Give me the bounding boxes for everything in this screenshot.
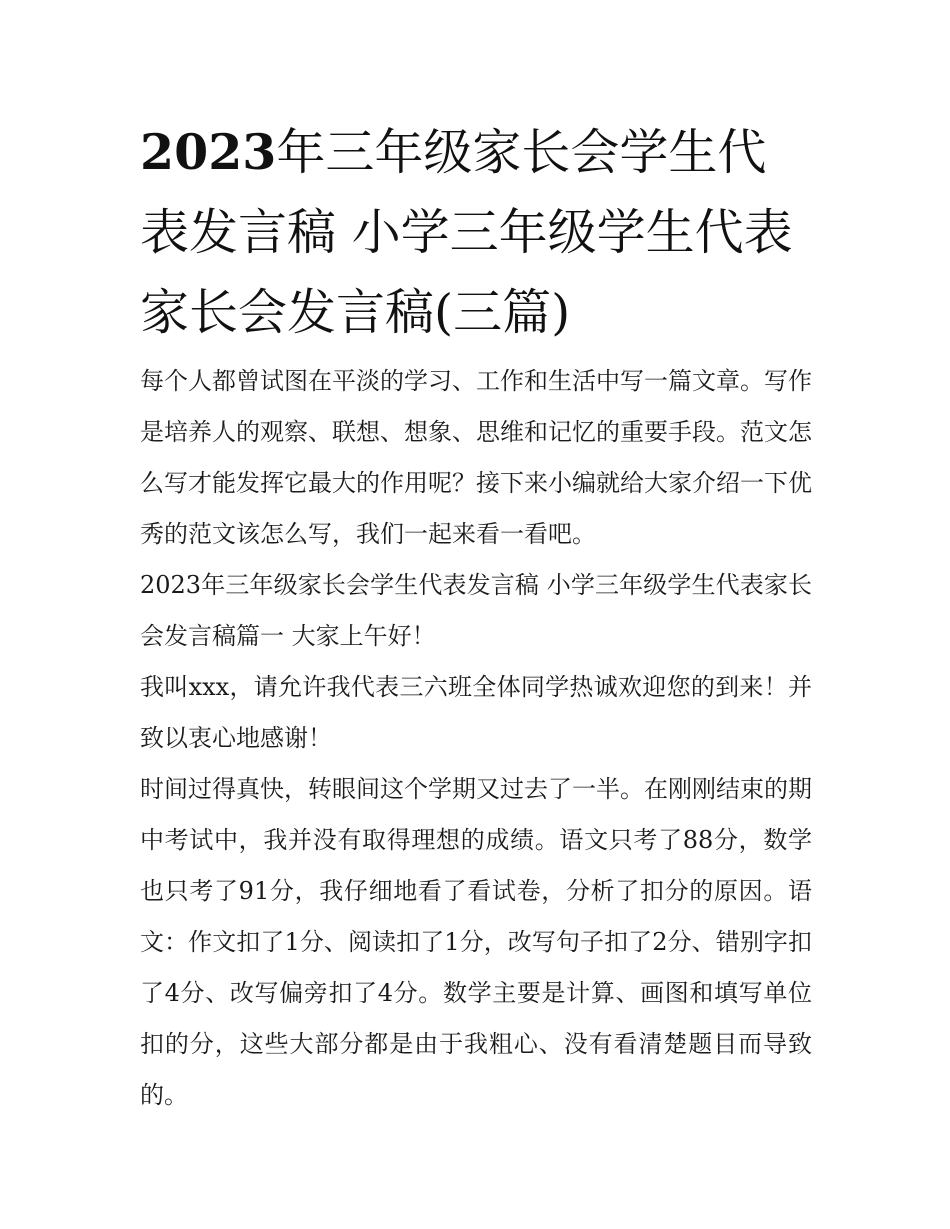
exam-reflection-paragraph: 时间过得真快，转眼间这个学期又过去了一半。在刚刚结束的期中考试中，我并没有取得理想的成绩。语文只考了88分，数学也只考了91分，我仔细地看了看试卷，分析了扣分的原因。语文：作文扣了1分、阅读扣了1分，改写句子扣了2分、错别字扣了4分、改写偏旁扣了4分。数学主要是计算、画图和填写单位扣的分，这些大部分都是由于我粗心、没有看清楚题目而导致的。 [140,775,812,1109]
document-body [140,356,812,1121]
section-heading-paragraph: 2023年三年级家长会学生代表发言稿 小学三年级学生代表家长会发言稿篇一 大家上午好！ [140,571,812,650]
greeting-paragraph: 我叫xxx，请允许我代表三六班全体同学热诚欢迎您的到来！并致以衷心地感谢！ [140,673,812,752]
intro-paragraph: 每个人都曾试图在平淡的学习、工作和生活中写一篇文章。写作是培养人的观察、联想、想象、思维和记忆的重要手段。范文怎么写才能发挥它最大的作用呢？接下来小编就给大家介绍一下优秀的范文该怎么写，我们一起来看一看吧。 [140,367,812,548]
document-title [140,112,810,353]
title-year: 2023 [140,123,277,181]
title-text: 年三年级家长会学生代表发言稿 小学三年级学生代表家长会发言稿(三篇) [140,124,793,341]
